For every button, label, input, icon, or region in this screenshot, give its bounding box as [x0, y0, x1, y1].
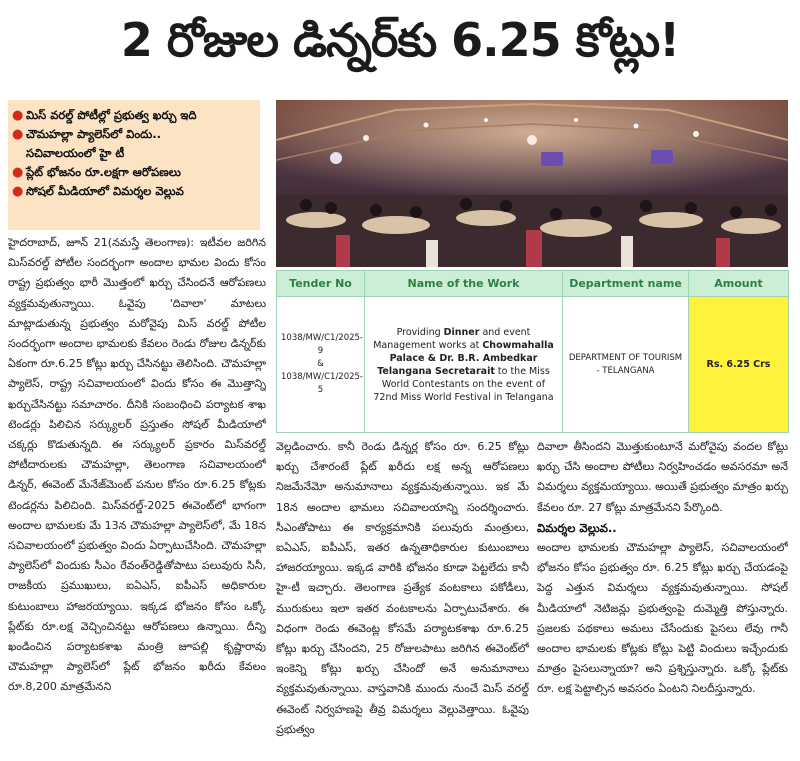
tender-no-cell — [277, 297, 365, 433]
article-paragraph: హైదరాబాద్, జూన్ 21(నమస్తే తెలంగాణ): ఇటీవల జరిగిన మిస్‌వరల్డ్ పోటీల సందర్భంగా అందాల భామల విందు కోసం రాష్ట్ర ప్రభుత్వం భారీ మొత్తంలో ఖర్చు చేసిందనే ఆరోపణలు వ్యక్తమవుతున్నాయి. ఓవైపు 'దివాలా' మాటలు మాట్లాడుతున్న ప్రభుత్వం మరోవైపు మిస్ వరల్డ్ పోటీల సందర్భంగా అందాల భామలకు కేవలం రెండు రోజుల డిన్నర్‌కు ఏకంగా రూ.6.25 కోట్లు ఖర్చు చేసినట్టు తెలిసింది. చౌమహల్లా ప్యాలెస్, రాష్ట్ర సచివాలయంలో విందు కోసం ఈ మొత్తాన్ని ఖర్చుచేసినట్టు సమాచారం. దీనికి సంబంధించి పర్యాటక శాఖ టెండర్లు పిలిచిన సర్క్యులర్ ప్రస్తుతం సోషల్ మీడియాలో చక్కర్లు కొడుతున్నది. ఈ సర్క్యులర్ ప్రకారం మిస్‌వరల్డ్ పోటీదారులకు చౌమహల్లా, తెలంగాణ సచివాలయంలో డిన్నర్, ఈవెంట్ మేనేజ్‌మెంట్ పనుల కోసం రూ.6.25 కోట్లకు టెండర్లను పిలిచింది. మిస్‌వరల్డ్-2025 ఈవెంట్‌లో భాగంగా అందాల భామలకు మే 13న చౌమహల్లా ప్యాలెస్‌లో, మే 18న సచివాలయంలో ప్రభుత్వం విందు ఏర్పాటుచేసింది. చౌమహల్లా ప్యాలెస్‌లో విందుకు సీఎం రేవంత్‌రెడ్డితోపాటు పలువురు సినీ, రాజకీయ ప్రముఖులు, ఐఏఎస్, ఐపీఎస్ అధికారుల కుటుంబాలు హాజరయ్యాయి. ఇక్కడ భోజనం కోసం ఒక్కో ప్లేట్‌కు రూ.లక్ష వెచ్చించినట్టు ఆరోపణలు ఉన్నాయి. దీన్ని ఖండించిన పర్యాటకశాఖ మంత్రి జూపల్లి కృష్ణారావు చౌమహల్లా ప్యాలెస్‌లో ప్లేట్ భోజనం ఖరీదు కేవలం రూ.8,200 మాత్రమేనని — [8, 236, 266, 694]
highlight-text: ప్లేట్ భోజనం రూ.లక్షగా ఆరోపణలు — [26, 165, 181, 179]
highlight-text: సోషల్ మీడియాలో విమర్శల వెల్లువ — [26, 184, 184, 198]
work-text-5: to the Miss World Contestants on the event of 72nd Miss World Festival in Telangana — [373, 365, 554, 403]
department-cell: DEPARTMENT OF TOURISM - TELANGANA — [563, 297, 689, 433]
article-paragraph: అందాల భామలకు చౌమహల్లా ప్యాలెస్, సచివాలయంలో భోజనం కోసం ప్రభుత్వం రూ. 6.25 కోట్లు ఖర్చు చేయడంపై పెద్ద ఎత్తున విమర్శలు వ్యక్తమవుతున్నాయి. సోషల్ మీడియాలో నెటిజన్లు ప్రభుత్వంపై దుమ్మెత్తి పోస్తున్నారు. ప్రజలకు పథకాలు అమలు చేసేందుకు పైసలు లేవు గానీ అందాల భామలకు కోట్లకు కోట్లు పెట్టి విందులు ఇచ్చేందుకు మాత్రం పైసలున్నాయా? అని ప్రశ్నిస్తున్నారు. ఒక్కో ప్లేట్‌కు రూ. లక్ష పెట్టాల్సిన అవసరం ఏంటని నిలదీస్తున్నారు. — [537, 541, 788, 696]
highlight-item — [12, 182, 256, 201]
tender-no-1: 1038/MW/C1/2025-9 — [281, 333, 364, 356]
highlight-item — [12, 163, 256, 182]
tender-no-sep: & — [317, 359, 324, 369]
highlight-item — [12, 125, 256, 144]
bullet-dot-icon: ● — [12, 127, 24, 142]
article-paragraph: దివాలా తీసిందని మొత్తుకుంటూనే మరోవైపు వందల కోట్లు ఖర్చు చేసి అందాల పోటీలు నిర్వహించడం అవసరమా అనే విమర్శలు వ్యక్తమయ్యాయి. అయితే ప్రభుత్వం మాత్రం ఖర్చు కేవలం రూ. 27 కోట్లు మాత్రమేనని పేర్కొంది. — [537, 440, 788, 514]
highlight-text: మిస్ వరల్డ్ పోటీల్లో ప్రభుత్వ ఖర్చు ఇది — [26, 108, 197, 122]
work-cell — [365, 297, 563, 433]
work-text-4: Chowmahalla Palace & Dr. B.R. Ambedkar Telangana Secretarait — [377, 339, 554, 377]
bullet-dot-icon: ● — [12, 108, 24, 123]
header-name-of-work: Name of the Work — [365, 271, 563, 297]
work-text-1: Providing — [396, 326, 444, 338]
headline: 2 రోజుల డిన్నర్‌కు 6.25 కోట్లు! — [120, 13, 680, 67]
tender-no-2: 1038/MW/C1/2025-5 — [281, 372, 364, 395]
amount-cell: Rs. 6.25 Crs — [689, 297, 789, 433]
highlights-box — [8, 100, 260, 230]
table-row — [277, 297, 789, 433]
header-amount: Amount — [689, 271, 789, 297]
header-department: Department name — [563, 271, 689, 297]
article-column-1 — [8, 233, 266, 757]
article-column-3 — [537, 437, 788, 757]
highlight-item — [12, 106, 256, 125]
highlight-text: చౌమహల్లా ప్యాలెస్‌లో విందు.. — [26, 127, 161, 141]
work-text-3: and event Management works at — [373, 326, 531, 351]
work-text-2: Dinner — [443, 326, 480, 338]
article-paragraph: వెల్లడించారు. కానీ రెండు డిన్నర్ల కోసం రూ. 6.25 కోట్లు ఖర్చు చేశారంటే ప్లేట్ ఖరీదు లక్ష అన్న ఆరోపణలు నిజమేనేమో అనుమానాలు వ్యక్తమవుతున్నాయి. ఇక మే 18న అందాల భామలు సచివాలయాన్ని సందర్శించారు. సీఎంతోపాటు ఈ కార్యక్రమానికి పలువురు మంత్రులు, ఐఏఎస్, ఐపీఎస్, ఇతర ఉన్నతాధికారుల కుటుంబాలు హాజరయ్యాయి. ఇక్కడ వారికి భోజనం కూడా పెట్టలేదు కానీ హై-టీ ఇచ్చారు. తెలంగాణ ప్రత్యేక వంటకాలు పకోడీలు, మురుకులు ఇలా ఇతర వంటకాలను ఏర్పాటుచేశారు. ఈ విధంగా రెండు ఈవెంట్ల కోసమే పర్యాటకశాఖ రూ.6.25 కోట్లు ఖర్చు చేసిందని, 25 రోజులపాటు జరిగిన ఈవెంట్‌లో ఇంకెన్ని కోట్లు ఖర్చు చేసిందో అనే అనుమానాలు వ్యక్తమవుతున్నాయి. వాస్తవానికి ముందు నుంచే మిస్ వరల్డ్ ఈవెంట్ నిర్వహణపై తీవ్ర విమర్శలు వెల్లువెత్తాయి. ఓవైపు ప్రభుత్వం — [276, 440, 529, 736]
article-column-2 — [276, 437, 529, 757]
bullet-dot-icon: ● — [12, 184, 24, 199]
highlight-text: సచివాలయంలో హై టీ — [26, 146, 125, 160]
event-photo — [276, 100, 788, 267]
header-tender-no: Tender No — [277, 271, 365, 297]
table-header-row — [277, 271, 789, 297]
subheading: విమర్శల వెల్లువ.. — [537, 520, 617, 535]
highlight-item — [12, 144, 256, 163]
bullet-dot-icon: ● — [12, 165, 24, 180]
tender-table — [276, 270, 789, 433]
